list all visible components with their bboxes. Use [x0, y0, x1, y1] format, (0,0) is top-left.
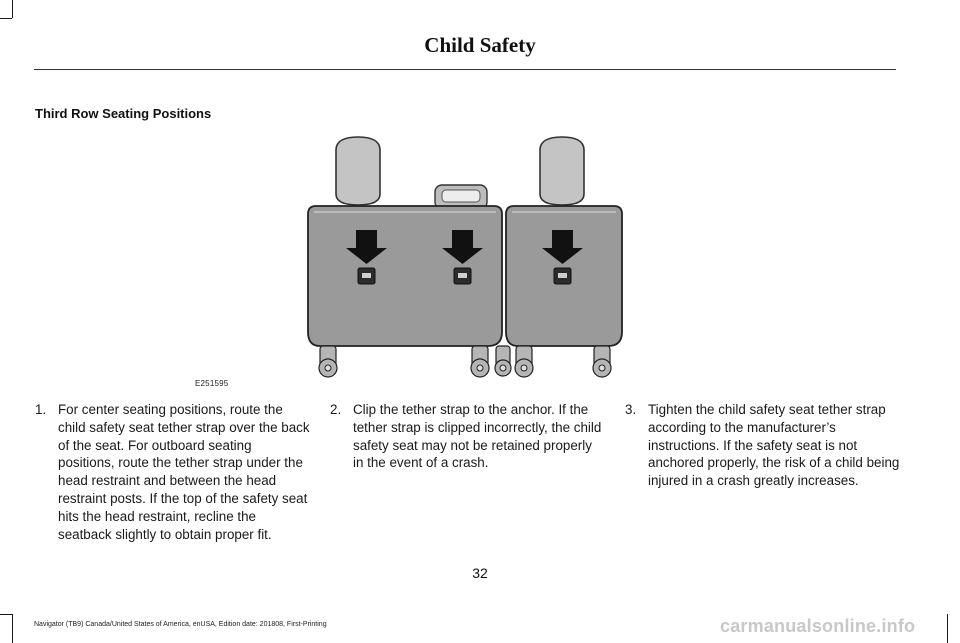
crop-mark-bottom-left [12, 614, 13, 643]
watermark: carmanualsonline.info [720, 616, 916, 636]
crop-mark-bottom-right [947, 614, 948, 643]
step-item [625, 401, 900, 490]
crop-mark-top-left [12, 0, 13, 18]
seat-back-illustration [300, 132, 645, 392]
step-item [35, 401, 310, 543]
step-text: Clip the tether strap to the anchor. If the tether strap is clipped incorrectly, the child safety seat may not be retained properly in the event of a crash. [353, 402, 602, 471]
section-heading: Third Row Seating Positions [35, 106, 212, 121]
crop-mark-bottom-left-h [0, 614, 12, 615]
crop-mark-top-left-h [0, 18, 12, 19]
page-title: Child Safety [424, 33, 536, 57]
footer-edition-text: Navigator (TB9) Canada/United States of America, enUSA, Edition date: 201808, First-Printing [34, 621, 327, 628]
step-text: For center seating positions, route the child safety seat tether strap over the back of the seat. For outboard seating positions, route the tether strap under the head restraint and between the head restraint posts. If the top of the safety seat hits the head restraint, recline the seatback slightly to obtain proper fit. [58, 402, 310, 542]
page-number: 32 [472, 565, 488, 581]
header-rule [34, 69, 896, 70]
step-item [330, 401, 605, 472]
step-number: 1. [35, 402, 47, 417]
step-number: 2. [330, 402, 342, 417]
step-text: Tighten the child safety seat tether strap according to the manufacturer’s instructions. If the safety seat is not anchored properly, the risk of a child being injured in a crash greatly increases. [648, 402, 900, 489]
figure-code: E251595 [195, 379, 229, 388]
step-number: 3. [625, 402, 637, 417]
